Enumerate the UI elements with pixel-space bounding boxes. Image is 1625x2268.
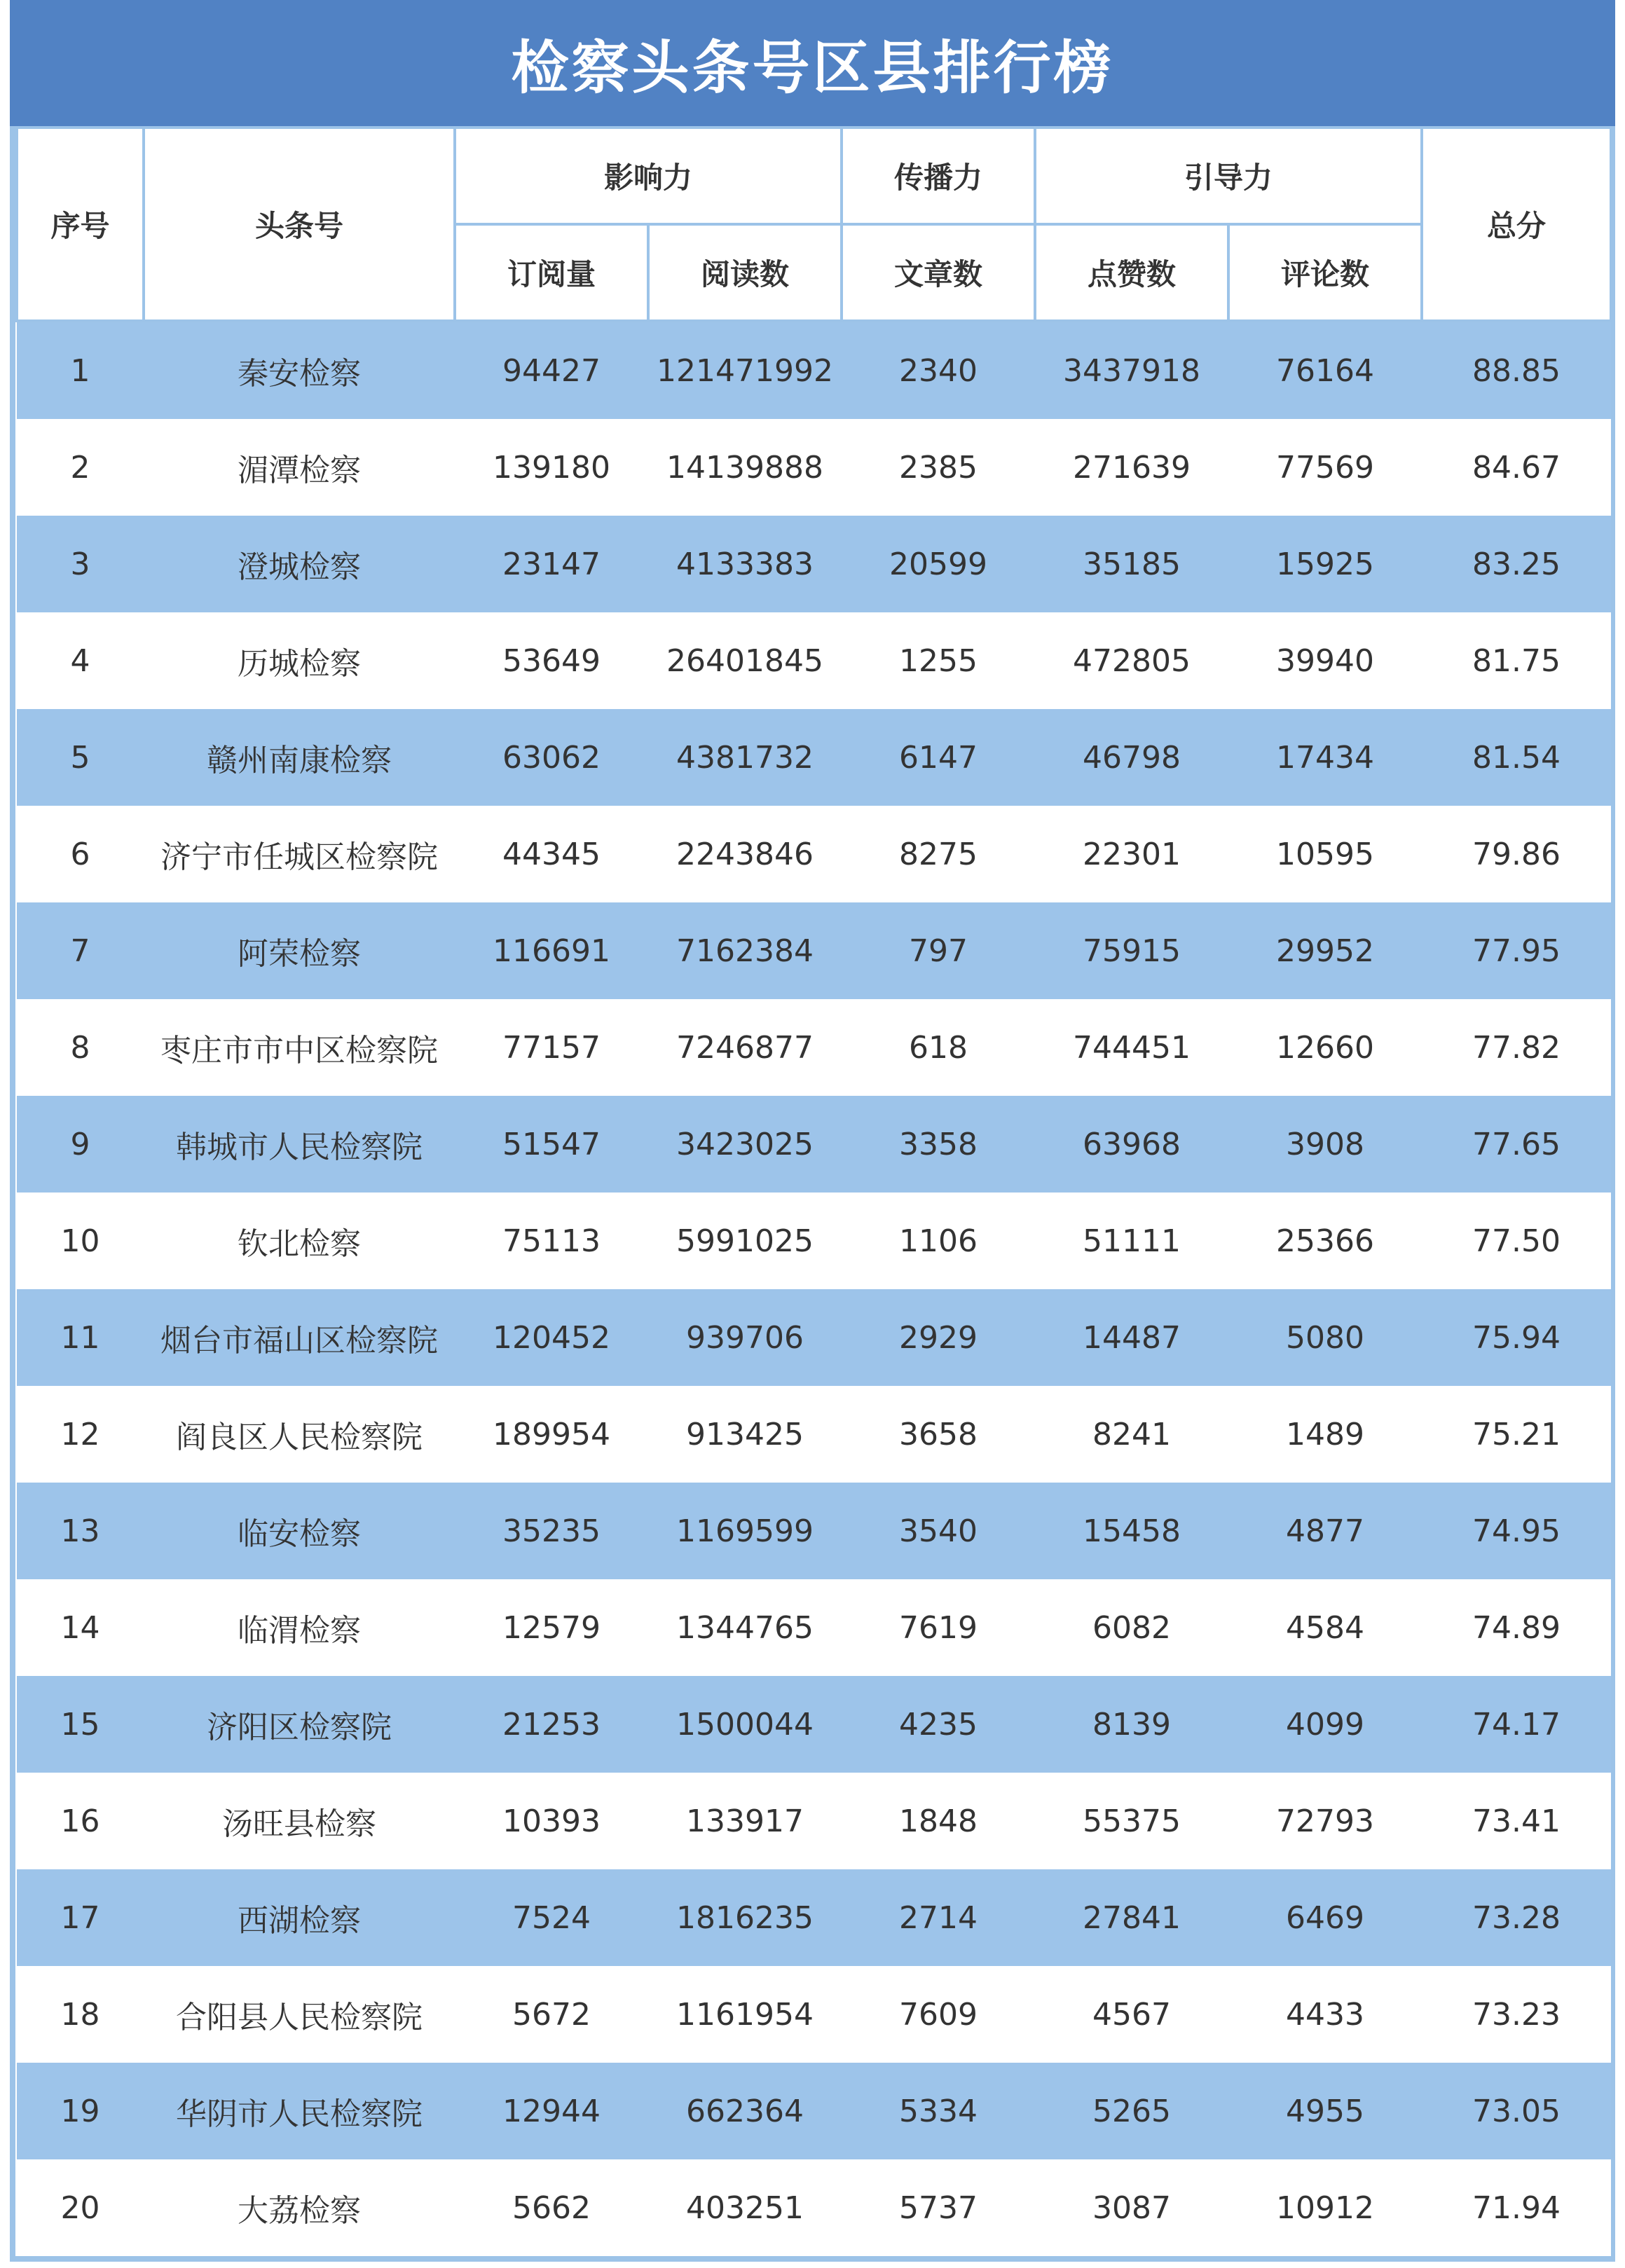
reads-cell: 662364 [648,2063,842,2159]
comments-cell: 77569 [1228,419,1422,516]
ranking-table [15,126,1612,2256]
comments-cell: 29952 [1228,902,1422,999]
rank-cell: 12 [17,1386,144,1483]
account-name-cell: 历城检察 [144,612,455,709]
account-name-cell: 临渭检察 [144,1579,455,1676]
subscribers-cell: 94427 [455,321,648,419]
table-row [17,1676,1611,1773]
account-name-cell: 钦北检察 [144,1193,455,1289]
articles-cell: 8275 [842,806,1035,902]
articles-cell: 797 [842,902,1035,999]
total-score-cell: 73.28 [1422,1869,1611,1966]
reads-cell: 4133383 [648,516,842,612]
comments-cell: 1489 [1228,1386,1422,1483]
total-score-cell: 75.94 [1422,1289,1611,1386]
account-name-cell: 大荔检察 [144,2159,455,2256]
table-row [17,419,1611,516]
account-name-cell: 济宁市任城区检察院 [144,806,455,902]
total-score-cell: 77.95 [1422,902,1611,999]
table-row [17,516,1611,612]
total-score-cell: 77.65 [1422,1096,1611,1193]
reads-cell: 1816235 [648,1869,842,1966]
rank-cell: 9 [17,1096,144,1193]
articles-cell: 2385 [842,419,1035,516]
subscribers-cell: 139180 [455,419,648,516]
reads-cell: 2243846 [648,806,842,902]
rank-cell: 14 [17,1579,144,1676]
account-name-cell: 阎良区人民检察院 [144,1386,455,1483]
subscribers-cell: 77157 [455,999,648,1096]
subscribers-cell: 75113 [455,1193,648,1289]
reads-cell: 7162384 [648,902,842,999]
total-score-cell: 88.85 [1422,321,1611,419]
header-comments: 评论数 [1228,224,1422,321]
total-score-cell: 81.54 [1422,709,1611,806]
comments-cell: 4433 [1228,1966,1422,2063]
likes-cell: 8139 [1035,1676,1228,1773]
likes-cell: 63968 [1035,1096,1228,1193]
reads-cell: 121471992 [648,321,842,419]
likes-cell: 51111 [1035,1193,1228,1289]
total-score-cell: 83.25 [1422,516,1611,612]
total-score-cell: 77.82 [1422,999,1611,1096]
total-score-cell: 77.50 [1422,1193,1611,1289]
subscribers-cell: 12579 [455,1579,648,1676]
likes-cell: 3087 [1035,2159,1228,2256]
subscribers-cell: 12944 [455,2063,648,2159]
articles-cell: 2929 [842,1289,1035,1386]
account-name-cell: 济阳区检察院 [144,1676,455,1773]
account-name-cell: 汤旺县检察 [144,1773,455,1869]
rank-cell: 5 [17,709,144,806]
reads-cell: 7246877 [648,999,842,1096]
account-name-cell: 合阳县人民检察院 [144,1966,455,2063]
table-row [17,1386,1611,1483]
table-row [17,1966,1611,2063]
total-score-cell: 73.41 [1422,1773,1611,1869]
header-likes: 点赞数 [1035,224,1228,321]
reads-cell: 1344765 [648,1579,842,1676]
header-spread: 传播力 [842,128,1035,224]
table-row [17,1483,1611,1579]
account-name-cell: 秦安检察 [144,321,455,419]
table-row [17,709,1611,806]
articles-cell: 20599 [842,516,1035,612]
header-guidance: 引导力 [1035,128,1422,224]
total-score-cell: 74.95 [1422,1483,1611,1579]
articles-cell: 2714 [842,1869,1035,1966]
header-rank: 序号 [17,128,144,321]
rank-cell: 19 [17,2063,144,2159]
subscribers-cell: 35235 [455,1483,648,1579]
table-row [17,999,1611,1096]
account-name-cell: 临安检察 [144,1483,455,1579]
reads-cell: 1169599 [648,1483,842,1579]
likes-cell: 55375 [1035,1773,1228,1869]
comments-cell: 39940 [1228,612,1422,709]
account-name-cell: 韩城市人民检察院 [144,1096,455,1193]
total-score-cell: 84.67 [1422,419,1611,516]
reads-cell: 1500044 [648,1676,842,1773]
subscribers-cell: 120452 [455,1289,648,1386]
comments-cell: 12660 [1228,999,1422,1096]
likes-cell: 5265 [1035,2063,1228,2159]
header-total: 总分 [1422,128,1611,321]
rank-cell: 17 [17,1869,144,1966]
ranking-table-container [10,126,1615,2262]
reads-cell: 913425 [648,1386,842,1483]
likes-cell: 8241 [1035,1386,1228,1483]
account-name-cell: 湄潭检察 [144,419,455,516]
rank-cell: 3 [17,516,144,612]
reads-cell: 5991025 [648,1193,842,1289]
likes-cell: 4567 [1035,1966,1228,2063]
articles-cell: 4235 [842,1676,1035,1773]
total-score-cell: 73.23 [1422,1966,1611,2063]
table-row [17,612,1611,709]
total-score-cell: 79.86 [1422,806,1611,902]
total-score-cell: 71.94 [1422,2159,1611,2256]
rank-cell: 4 [17,612,144,709]
table-row [17,2063,1611,2159]
subscribers-cell: 116691 [455,902,648,999]
comments-cell: 76164 [1228,321,1422,419]
rank-cell: 1 [17,321,144,419]
articles-cell: 1848 [842,1773,1035,1869]
table-row [17,1193,1611,1289]
comments-cell: 15925 [1228,516,1422,612]
subscribers-cell: 51547 [455,1096,648,1193]
header-influence: 影响力 [455,128,842,224]
rank-cell: 11 [17,1289,144,1386]
articles-cell: 1106 [842,1193,1035,1289]
table-row [17,1773,1611,1869]
comments-cell: 4099 [1228,1676,1422,1773]
table-body [17,321,1611,2256]
subscribers-cell: 5672 [455,1966,648,2063]
total-score-cell: 81.75 [1422,612,1611,709]
reads-cell: 26401845 [648,612,842,709]
account-name-cell: 西湖检察 [144,1869,455,1966]
account-name-cell: 赣州南康检察 [144,709,455,806]
table-row [17,321,1611,419]
reads-cell: 939706 [648,1289,842,1386]
likes-cell: 46798 [1035,709,1228,806]
likes-cell: 3437918 [1035,321,1228,419]
rank-cell: 15 [17,1676,144,1773]
likes-cell: 75915 [1035,902,1228,999]
subscribers-cell: 10393 [455,1773,648,1869]
subscribers-cell: 63062 [455,709,648,806]
comments-cell: 17434 [1228,709,1422,806]
total-score-cell: 74.17 [1422,1676,1611,1773]
subscribers-cell: 5662 [455,2159,648,2256]
total-score-cell: 73.05 [1422,2063,1611,2159]
likes-cell: 22301 [1035,806,1228,902]
comments-cell: 10595 [1228,806,1422,902]
rank-cell: 10 [17,1193,144,1289]
reads-cell: 403251 [648,2159,842,2256]
rank-cell: 6 [17,806,144,902]
comments-cell: 4584 [1228,1579,1422,1676]
total-score-cell: 75.21 [1422,1386,1611,1483]
reads-cell: 133917 [648,1773,842,1869]
reads-cell: 14139888 [648,419,842,516]
header-account: 头条号 [144,128,455,321]
articles-cell: 5737 [842,2159,1035,2256]
likes-cell: 6082 [1035,1579,1228,1676]
likes-cell: 472805 [1035,612,1228,709]
reads-cell: 1161954 [648,1966,842,2063]
subscribers-cell: 23147 [455,516,648,612]
articles-cell: 7609 [842,1966,1035,2063]
table-row [17,1096,1611,1193]
table-row [17,806,1611,902]
articles-cell: 5334 [842,2063,1035,2159]
rank-cell: 18 [17,1966,144,2063]
table-row [17,902,1611,999]
articles-cell: 3358 [842,1096,1035,1193]
comments-cell: 72793 [1228,1773,1422,1869]
rank-cell: 16 [17,1773,144,1869]
rank-cell: 8 [17,999,144,1096]
comments-cell: 5080 [1228,1289,1422,1386]
table-row [17,1289,1611,1386]
likes-cell: 744451 [1035,999,1228,1096]
likes-cell: 271639 [1035,419,1228,516]
comments-cell: 25366 [1228,1193,1422,1289]
articles-cell: 1255 [842,612,1035,709]
likes-cell: 15458 [1035,1483,1228,1579]
account-name-cell: 枣庄市市中区检察院 [144,999,455,1096]
articles-cell: 3658 [842,1386,1035,1483]
account-name-cell: 华阴市人民检察院 [144,2063,455,2159]
account-name-cell: 阿荣检察 [144,902,455,999]
comments-cell: 6469 [1228,1869,1422,1966]
header-subscribers: 订阅量 [455,224,648,321]
page-title: 检察头条号区县排行榜 [10,0,1615,126]
table-row [17,1579,1611,1676]
account-name-cell: 澄城检察 [144,516,455,612]
articles-cell: 3540 [842,1483,1035,1579]
header-articles: 文章数 [842,224,1035,321]
total-score-cell: 74.89 [1422,1579,1611,1676]
likes-cell: 35185 [1035,516,1228,612]
subscribers-cell: 53649 [455,612,648,709]
comments-cell: 3908 [1228,1096,1422,1193]
table-row [17,1869,1611,1966]
rank-cell: 7 [17,902,144,999]
subscribers-cell: 189954 [455,1386,648,1483]
rank-cell: 13 [17,1483,144,1579]
reads-cell: 4381732 [648,709,842,806]
rank-cell: 20 [17,2159,144,2256]
account-name-cell: 烟台市福山区检察院 [144,1289,455,1386]
subscribers-cell: 44345 [455,806,648,902]
articles-cell: 7619 [842,1579,1035,1676]
rank-cell: 2 [17,419,144,516]
articles-cell: 6147 [842,709,1035,806]
subscribers-cell: 7524 [455,1869,648,1966]
articles-cell: 618 [842,999,1035,1096]
subscribers-cell: 21253 [455,1676,648,1773]
table-row [17,2159,1611,2256]
header-reads: 阅读数 [648,224,842,321]
comments-cell: 4877 [1228,1483,1422,1579]
likes-cell: 27841 [1035,1869,1228,1966]
articles-cell: 2340 [842,321,1035,419]
likes-cell: 14487 [1035,1289,1228,1386]
reads-cell: 3423025 [648,1096,842,1193]
comments-cell: 4955 [1228,2063,1422,2159]
comments-cell: 10912 [1228,2159,1422,2256]
